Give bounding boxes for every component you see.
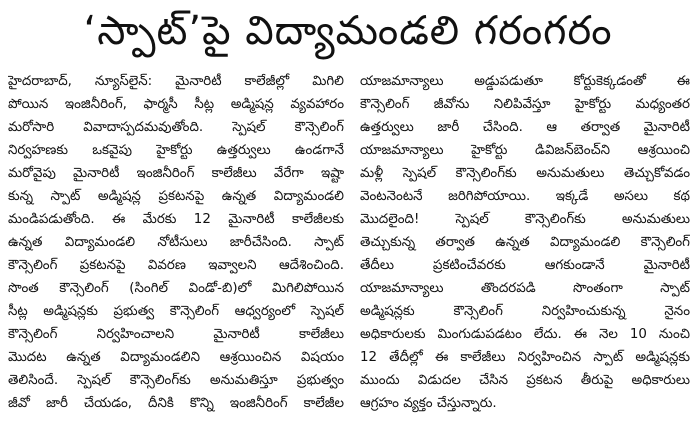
text-line: మరోసారి వివాదాస్పదమవుతోంది. స్పెషల్ కౌన్సెలింగ్ xyxy=(8,120,344,135)
text-line: యాజమాన్యాలు తొందరపడి సొంతంగా స్పాట్ xyxy=(360,281,690,296)
text-line: ఉన్నత విద్యామండలి నోటీసులు జారీచేసింది. స్పాట్ xyxy=(8,235,344,250)
text-line: కౌన్సెలింగ్ ప్రకటనపై వివరణ ఇవ్వాలని ఆదేశించింది. xyxy=(8,258,344,273)
text-line: మండిపడుతోంది. ఈ మేరకు 12 మైనారిటీ కాలేజీలకు xyxy=(8,212,344,227)
text-line: కున్న స్పాట్ అడ్మిషన్ల ప్రకటనపై ఉన్నత విద్యామండలి xyxy=(8,189,344,204)
text-line: మొదట ఉన్నత విద్యామండలిని ఆశ్రయించిన విషయం xyxy=(8,350,344,365)
text-line: అధికారులకు మింగుడుపడటం లేదు. ఈ నెల 10 నుంచి xyxy=(360,327,690,342)
text-line: సొంత కౌన్సెలింగ్ (సింగిల్ విండో-బి)లో మిగిలిపోయిన xyxy=(8,281,344,296)
text-line: నిర్వహణకు ఒకవైపు హైకోర్టు ఉత్తర్వులు ఉండగానే xyxy=(8,143,344,158)
article-column-right xyxy=(360,70,690,424)
text-line: ఆగ్రహం వ్యక్తం చేస్తున్నారు. xyxy=(360,396,497,411)
text-line: యాజమాన్యాలు అడ్డుపడుతూ కోర్టుకెక్కడంతో ఈ xyxy=(360,74,690,89)
text-line: వెంటనెంటనే జరిగిపోయాయి. ఇక్కడే అసలు కథ xyxy=(360,189,690,204)
text-line: కౌన్సెలింగ్ నిర్వహించాలని మైనారిటీ కాలేజీలు xyxy=(8,327,344,342)
headline: ‘స్పాట్’పై విద్యామండలి గరంగరం xyxy=(83,8,613,54)
text-line: ఉత్తర్వులు జారీ చేసింది. ఆ తర్వాత మైనారిటీ xyxy=(360,120,690,135)
text-line: హైదరాబాద్, న్యూస్‌లైన్: మైనారిటీ కాలేజీల్లో మిగిలి xyxy=(8,74,344,89)
text-line: 12 తేదీల్లో ఈ కాలేజీలు నిర్వహించిన స్పాట్ అడ్మిషన్లకు xyxy=(360,350,690,365)
text-line: మరోవైపు మైనారిటీ ఇంజినీరింగ్ కాలేజీలు వేరేగా ఇష్టా xyxy=(8,166,344,181)
text-line: అడ్మిషన్లకు కౌన్సెలింగ్ నిర్వహించుకున్న నైనం xyxy=(360,304,690,319)
text-line: పోయిన ఇంజినీరింగ్, ఫార్మసీ సీట్ల అడ్మిషన్ల వ్యవహారం xyxy=(8,97,344,112)
text-line: ముందు విడుదల చేసిన ప్రకటన తీరుపై అధికారులు xyxy=(360,373,690,388)
text-line: కౌన్సెలింగ్ జీవోను నిలిపివేస్తూ హైకోర్టు మధ్యంతర xyxy=(360,97,690,112)
text-line: మొదలైంది! స్పెషల్ కౌన్సెలింగ్‌కు అనుమతులు xyxy=(360,212,690,227)
text-line: తెచ్చుకున్న తర్వాత ఉన్నత విద్యామండలి కౌన్సెలింగ్ xyxy=(360,235,690,250)
text-line: తేదీలు ప్రకటించేవరకు ఆగకుండానే మైనారిటీ xyxy=(360,258,690,273)
article-column-left xyxy=(8,70,344,424)
text-line: తెలిసిందే. స్పెషల్ కౌన్సెలింగ్‌కు అనుమతిస్తూ ప్రభుత్వం xyxy=(8,373,344,388)
text-line: మళ్లీ స్పెషల్ కౌన్సెలింగ్‌కు అనుమతులు తెచ్చుకోవడం xyxy=(360,166,690,181)
text-line: సీట్ల అడ్మిషన్లకు ప్రభుత్వ కౌన్సెలింగ్ ఆధ్వర్యంలో స్పెషల్ xyxy=(8,304,344,319)
text-line: జీవో జారీ చేయడం, దీనికి కొన్ని ఇంజినీరింగ్ కాలేజీల xyxy=(8,396,344,411)
text-line: యాజమాన్యాలు హైకోర్టు డివిజన్‌బెంచ్‌ని ఆశ్రయించి xyxy=(360,143,690,158)
